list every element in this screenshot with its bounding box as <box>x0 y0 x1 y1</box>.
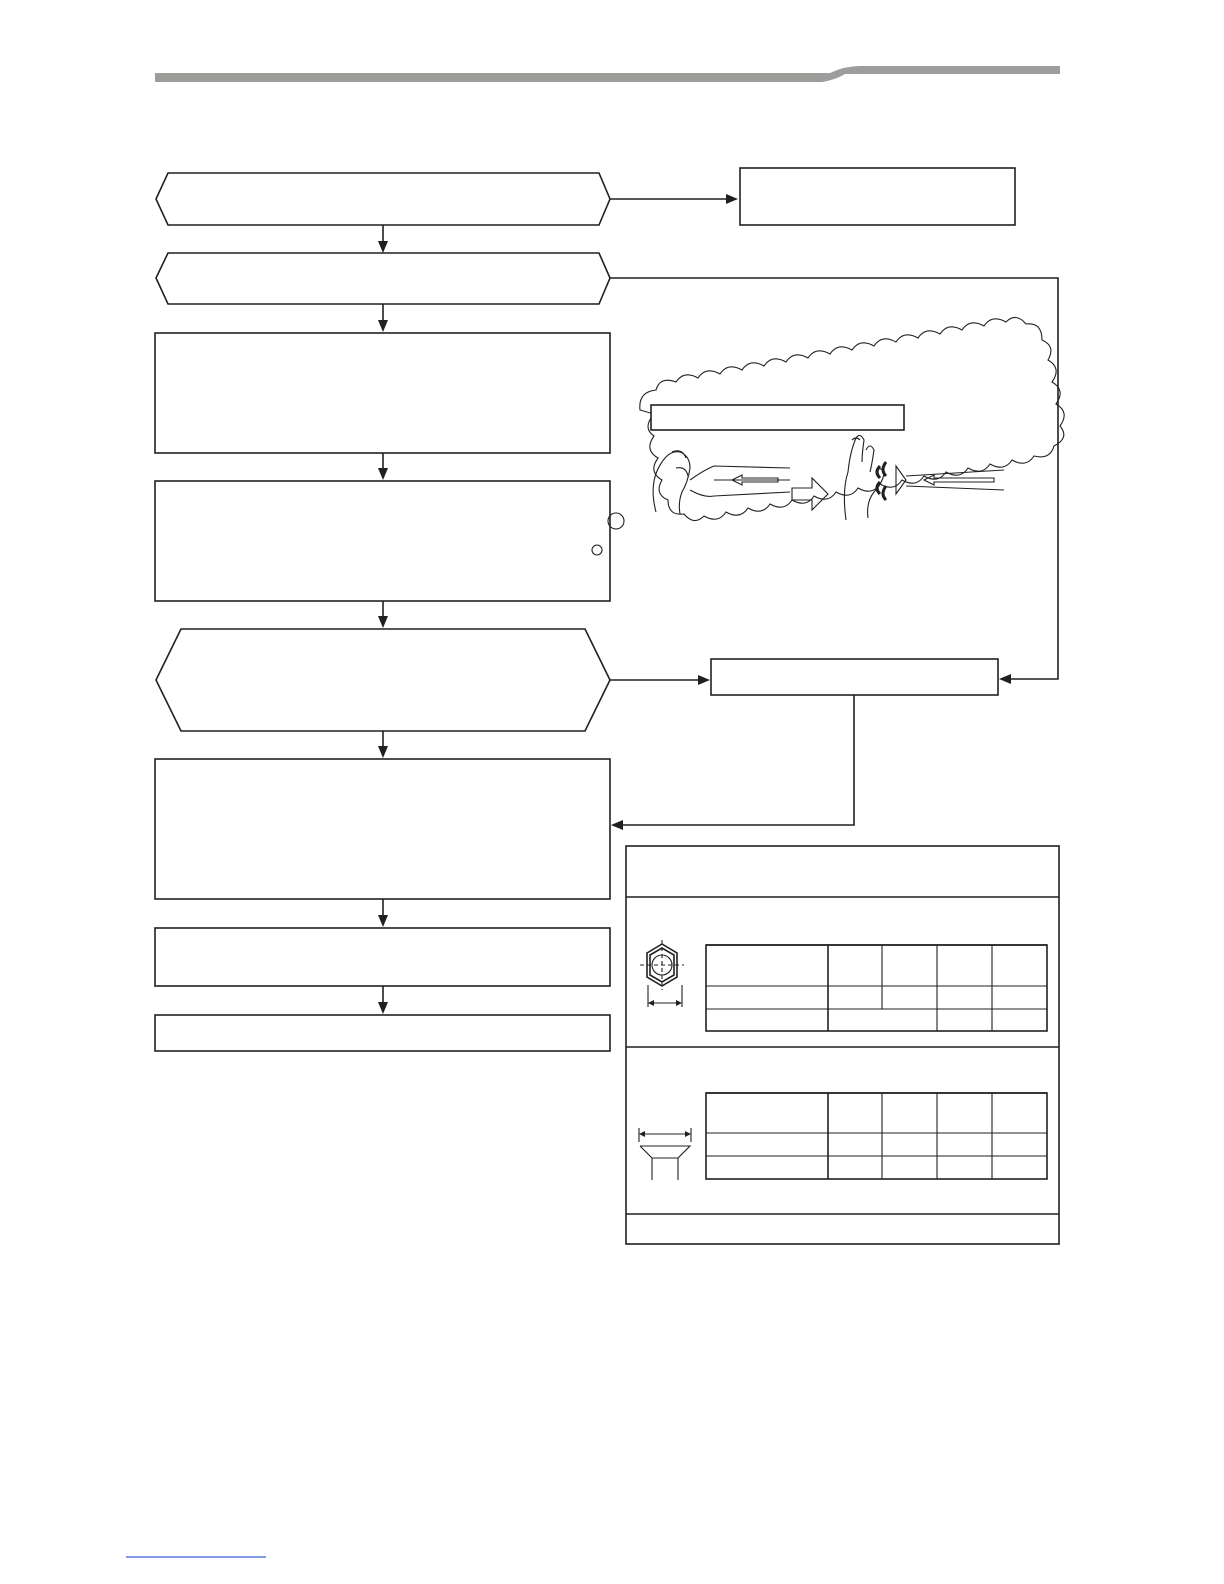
arrow-right-icon <box>792 478 828 510</box>
decision-1 <box>156 173 610 225</box>
arrow-6-to-7 <box>378 899 388 927</box>
process-3 <box>155 759 610 899</box>
reference-panel <box>626 846 1059 1244</box>
side-box-2 <box>711 659 998 695</box>
side-box-1 <box>740 168 1015 225</box>
illustration-caption-box <box>651 405 904 430</box>
arrow-7-to-8 <box>378 986 388 1014</box>
decision-3 <box>156 629 610 731</box>
burr-removal-icon <box>877 462 1004 500</box>
arrow-decision1-to-sidebox1 <box>610 194 738 204</box>
arrow-3-to-4 <box>378 453 388 480</box>
arrow-1-to-2 <box>378 225 388 253</box>
process-5 <box>155 1015 610 1051</box>
decision-2 <box>156 253 610 304</box>
process-2 <box>155 481 610 601</box>
arrow-5-to-6 <box>378 731 388 758</box>
connector-sidebox2-to-process3 <box>611 695 854 830</box>
arrow-decision3-to-sidebox2 <box>610 675 710 685</box>
arrow-4-to-5 <box>378 601 388 628</box>
process-4 <box>155 928 610 986</box>
process-1 <box>155 333 610 453</box>
connector-decision2-to-sidebox2 <box>610 278 1058 684</box>
illustration-bubble <box>608 317 1064 529</box>
header-bar <box>155 66 1060 82</box>
arrow-2-to-3 <box>378 304 388 332</box>
